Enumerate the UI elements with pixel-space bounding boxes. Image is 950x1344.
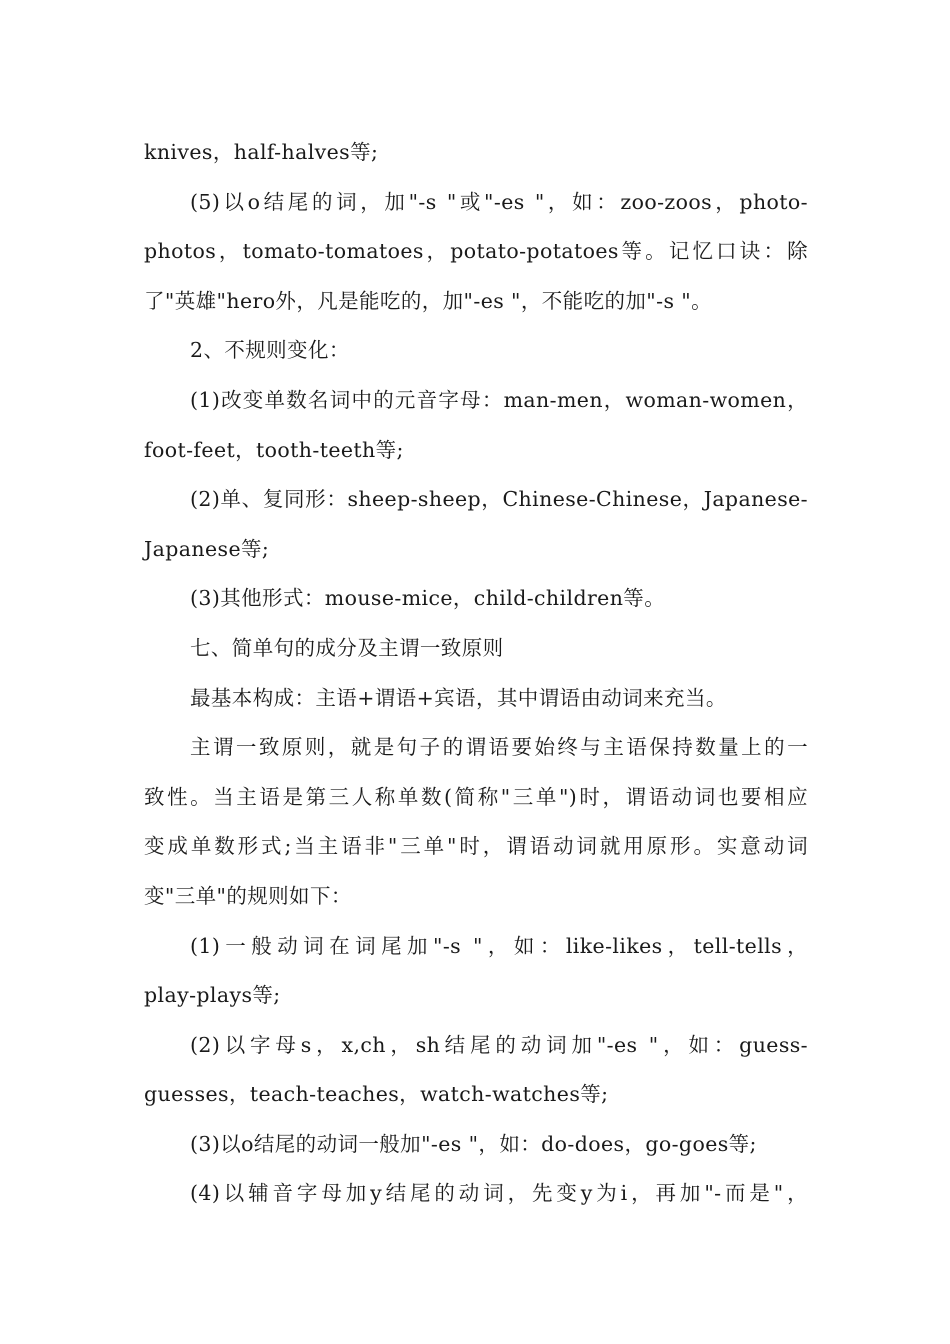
text-line-20: guesses，teach-teaches，watch-watches等; [144, 1082, 609, 1107]
text-line-22: (4)以辅音字母加y结尾的动词，先变y为i，再加"-而是"， [190, 1181, 808, 1206]
text-line-9: Japanese等; [144, 536, 270, 561]
section-heading-seven: 七、简单句的成分及主谓一致原则 [190, 635, 504, 660]
text-line-2: (5)以o结尾的词，加"-s "或"-es "，如：zoo-zoos，photo- [190, 189, 808, 214]
text-line-21: (3)以o结尾的动词一般加"-es "，如：do-does，go-goes等; [190, 1131, 757, 1156]
text-line-17: (1)一般动词在词尾加"-s "，如：like-likes，tell-tells， [190, 933, 808, 958]
text-line-19: (2)以字母s，x,ch，sh结尾的动词加"-es "，如：guess- [190, 1032, 808, 1057]
text-line-8: (2)单、复同形：sheep-sheep，Chinese-Chinese，Japanese- [190, 487, 808, 512]
text-line-15: 变成单数形式;当主语非"三单"时，谓语动词就用原形。实意动词 [144, 834, 808, 859]
text-line-10: (3)其他形式：mouse-mice，child-children等。 [190, 586, 666, 611]
section-heading-irregular: 2、不规则变化： [190, 338, 350, 363]
text-line-7: foot-feet，tooth-teeth等; [144, 437, 404, 462]
document-body [144, 128, 808, 1219]
text-line-13: 主谓一致原则，就是句子的谓语要始终与主语保持数量上的一 [190, 735, 808, 760]
text-line-1: knives，half-halves等; [144, 140, 379, 164]
text-line-14: 致性。当主语是第三人称单数(简称"三单")时，谓语动词也要相应 [144, 784, 808, 809]
text-line-16: 变"三单"的规则如下： [144, 883, 352, 908]
text-line-4: 了"英雄"hero外，凡是能吃的，加"-es "，不能吃的加"-s "。 [144, 288, 713, 313]
text-line-18: play-plays等; [144, 983, 281, 1008]
text-line-12: 最基本构成：主语+谓语+宾语，其中谓语由动词来充当。 [190, 685, 727, 710]
text-line-3: photos，tomato-tomatoes，potato-potatoes等。记忆口诀：除 [144, 239, 808, 264]
text-line-6: (1)改变单数名词中的元音字母：man-men，woman-women， [190, 387, 808, 412]
